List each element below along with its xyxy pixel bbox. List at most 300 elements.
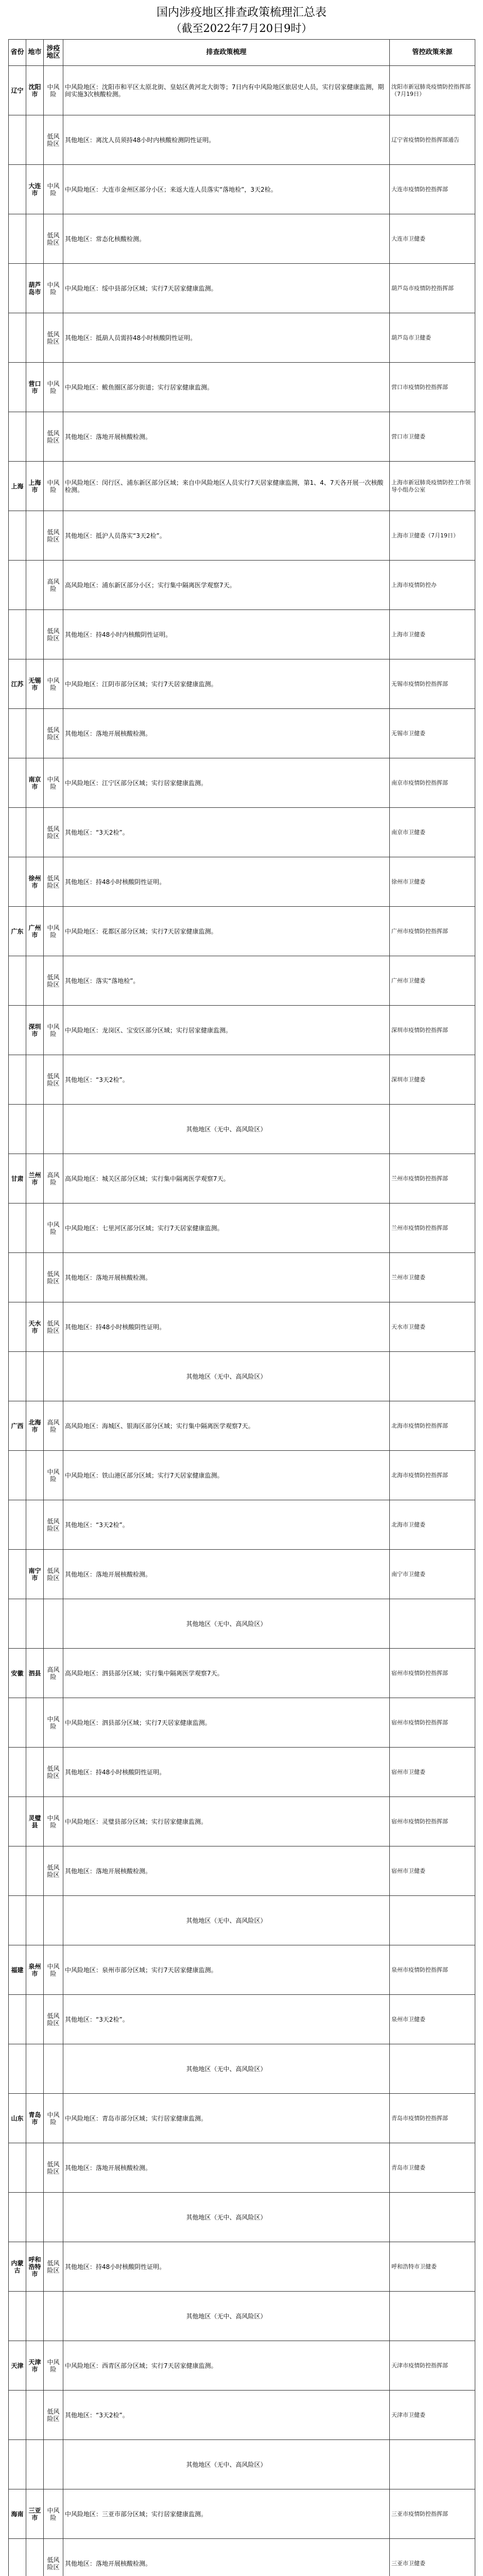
city-cell: 南京市 — [26, 758, 44, 808]
source-cell: 徐州市卫健委 — [390, 857, 475, 907]
city-cell: 深圳市 — [26, 1006, 44, 1055]
source-cell — [390, 2193, 475, 2242]
policy-cell: 其他地区（无中、高风险区） — [63, 2440, 390, 2489]
city-cell — [26, 2292, 44, 2341]
area-cell: 高风险 — [44, 1649, 63, 1698]
area-cell: 低风险区 — [44, 1846, 63, 1896]
city-cell: 泉州市 — [26, 1945, 44, 1995]
source-cell: 沈阳市新冠肺炎疫情防控指挥部（7月19日） — [390, 66, 475, 115]
source-cell: 无锡市疫情防控指挥部 — [390, 659, 475, 709]
area-cell: 低风险区 — [44, 1302, 63, 1352]
province-cell — [9, 1995, 26, 2044]
source-cell: 兰州市疫情防控指挥部 — [390, 1154, 475, 1204]
area-cell — [44, 2440, 63, 2489]
area-cell: 中风险 — [44, 1204, 63, 1253]
table-row — [9, 1698, 475, 1748]
table-body — [9, 66, 475, 2576]
table-row — [9, 659, 475, 709]
policy-cell: 其他地区（无中、高风险区） — [63, 1599, 390, 1649]
area-cell — [44, 1896, 63, 1945]
province-cell — [9, 1748, 26, 1797]
source-cell: 营口市疫情防控指挥部 — [390, 363, 475, 412]
province-cell — [9, 313, 26, 363]
city-cell — [26, 1698, 44, 1748]
province-cell — [9, 610, 26, 659]
table-row — [9, 66, 475, 115]
policy-cell: 中风险地区：大连市金州区部分小区；来返大连人员落实“落地检”，3天2检。 — [63, 165, 390, 214]
policy-cell: 其他地区：落地开展核酸检测。 — [63, 1846, 390, 1896]
table-row — [9, 2193, 475, 2242]
policy-cell: 中风险地区：青岛市部分区域；实行居家健康监测。 — [63, 2094, 390, 2143]
city-cell: 葫芦岛市 — [26, 264, 44, 313]
header-source: 管控政策来源 — [390, 40, 475, 66]
province-cell — [9, 1550, 26, 1599]
city-cell: 广州市 — [26, 907, 44, 956]
source-cell: 上海市卫健委（7月19日） — [390, 511, 475, 561]
area-cell: 低风险区 — [44, 857, 63, 907]
policy-cell: 其他地区（无中、高风险区） — [63, 2292, 390, 2341]
city-cell: 无锡市 — [26, 659, 44, 709]
policy-cell: 其他地区：“3天2检”。 — [63, 1055, 390, 1105]
table-row — [9, 561, 475, 610]
source-cell: 南京市卫健委 — [390, 808, 475, 857]
table-row — [9, 511, 475, 561]
header-province: 省份 — [9, 40, 26, 66]
policy-cell: 其他地区：持48小时核酸阴性证明。 — [63, 857, 390, 907]
city-cell: 北海市 — [26, 1401, 44, 1451]
page-subtitle: （截至2022年7月20日9时） — [170, 22, 313, 35]
source-cell: 天津市卫健委 — [390, 2391, 475, 2440]
source-cell: 泉州市疫情防控指挥部 — [390, 1945, 475, 1995]
area-cell — [44, 2044, 63, 2094]
table-row — [9, 115, 475, 165]
table-row — [9, 2539, 475, 2576]
area-cell: 中风险 — [44, 2341, 63, 2391]
city-cell — [26, 1352, 44, 1401]
province-cell — [9, 165, 26, 214]
table-row — [9, 1352, 475, 1401]
city-cell — [26, 808, 44, 857]
province-cell — [9, 857, 26, 907]
policy-cell: 其他地区：落实“落地检”。 — [63, 956, 390, 1006]
table-row — [9, 2489, 475, 2539]
area-cell: 低风险区 — [44, 956, 63, 1006]
area-cell: 中风险 — [44, 659, 63, 709]
source-cell: 泉州市卫健委 — [390, 1995, 475, 2044]
province-cell — [9, 511, 26, 561]
source-cell: 青岛市疫情防控指挥部 — [390, 2094, 475, 2143]
table-row — [9, 610, 475, 659]
province-cell — [9, 808, 26, 857]
source-cell: 上海市卫健委 — [390, 610, 475, 659]
city-cell — [26, 709, 44, 758]
header-policy: 排查政策梳理 — [63, 40, 390, 66]
header-area: 涉疫地区 — [44, 40, 63, 66]
table-row — [9, 264, 475, 313]
source-cell — [390, 2440, 475, 2489]
area-cell: 高风险 — [44, 561, 63, 610]
source-cell — [390, 1105, 475, 1154]
city-cell — [26, 1105, 44, 1154]
area-cell — [44, 2292, 63, 2341]
policy-cell: 其他地区：“3天2检”。 — [63, 808, 390, 857]
province-cell: 广东 — [9, 907, 26, 956]
city-cell: 三亚市 — [26, 2489, 44, 2539]
city-cell — [26, 2440, 44, 2489]
policy-cell: 中风险地区：鲅鱼圈区部分街道；实行居家健康监测。 — [63, 363, 390, 412]
area-cell — [44, 1599, 63, 1649]
city-cell: 上海市 — [26, 462, 44, 511]
area-cell: 中风险 — [44, 2094, 63, 2143]
area-cell: 中风险 — [44, 462, 63, 511]
table-header-row — [9, 40, 475, 66]
area-cell: 高风险 — [44, 1401, 63, 1451]
province-cell — [9, 1451, 26, 1500]
province-cell — [9, 1599, 26, 1649]
area-cell — [44, 1105, 63, 1154]
area-cell: 低风险区 — [44, 1253, 63, 1302]
province-cell — [9, 1797, 26, 1846]
area-cell: 低风险区 — [44, 1500, 63, 1550]
area-cell: 中风险 — [44, 66, 63, 115]
policy-cell: 其他地区：落地开展核酸检测。 — [63, 709, 390, 758]
header-city: 地市 — [26, 40, 44, 66]
area-cell: 低风险区 — [44, 115, 63, 165]
city-cell — [26, 610, 44, 659]
area-cell: 低风险区 — [44, 2242, 63, 2292]
source-cell: 宿州市疫情防控指挥部 — [390, 1698, 475, 1748]
area-cell: 中风险 — [44, 264, 63, 313]
policy-cell: 其他地区：落地开展核酸检测。 — [63, 1550, 390, 1599]
source-cell: 三亚市卫健委 — [390, 2539, 475, 2576]
policy-cell: 中风险地区：灵璧县部分区域；实行居家健康监测。 — [63, 1797, 390, 1846]
table-row — [9, 857, 475, 907]
area-cell — [44, 1352, 63, 1401]
province-cell — [9, 1105, 26, 1154]
area-cell: 低风险区 — [44, 1995, 63, 2044]
province-cell — [9, 2440, 26, 2489]
source-cell: 上海市疫情防控办 — [390, 561, 475, 610]
city-cell: 青岛市 — [26, 2094, 44, 2143]
table-row — [9, 907, 475, 956]
table-row — [9, 1154, 475, 1204]
source-cell: 天津市疫情防控指挥部 — [390, 2341, 475, 2391]
policy-cell: 中风险地区：绥中县部分区域；实行7天居家健康监测。 — [63, 264, 390, 313]
policy-cell: 其他地区（无中、高风险区） — [63, 1896, 390, 1945]
source-cell: 呼和浩特市卫健委 — [390, 2242, 475, 2292]
table-row — [9, 1945, 475, 1995]
policy-cell: 其他地区：“3天2检”。 — [63, 2391, 390, 2440]
table-row — [9, 1253, 475, 1302]
city-cell — [26, 2539, 44, 2576]
source-cell: 葫芦岛市卫健委 — [390, 313, 475, 363]
table-row — [9, 2440, 475, 2489]
area-cell: 中风险 — [44, 758, 63, 808]
table-row — [9, 2044, 475, 2094]
policy-cell: 其他地区：“3天2检”。 — [63, 1995, 390, 2044]
policy-cell: 其他地区（无中、高风险区） — [63, 1105, 390, 1154]
province-cell: 甘肃 — [9, 1154, 26, 1204]
table-row — [9, 1649, 475, 1698]
policy-cell: 其他地区（无中、高风险区） — [63, 1352, 390, 1401]
table-row — [9, 1055, 475, 1105]
city-cell — [26, 1748, 44, 1797]
area-cell: 低风险区 — [44, 709, 63, 758]
policy-cell: 高风险地区：浦东新区部分小区；实行集中隔离医学观察7天。 — [63, 561, 390, 610]
city-cell — [26, 956, 44, 1006]
province-cell — [9, 2292, 26, 2341]
source-cell: 北海市疫情防控指挥部 — [390, 1401, 475, 1451]
area-cell: 中风险 — [44, 1006, 63, 1055]
province-cell — [9, 1055, 26, 1105]
policy-cell: 中风险地区：龙岗区、宝安区部分区域；实行居家健康监测。 — [63, 1006, 390, 1055]
policy-cell: 中风险地区：花都区部分区域；实行7天居家健康监测。 — [63, 907, 390, 956]
area-cell: 中风险 — [44, 363, 63, 412]
province-cell — [9, 956, 26, 1006]
city-cell — [26, 561, 44, 610]
table-row — [9, 1995, 475, 2044]
table-row — [9, 1006, 475, 1055]
source-cell: 深圳市卫健委 — [390, 1055, 475, 1105]
source-cell: 大连市疫情防控指挥部 — [390, 165, 475, 214]
area-cell: 低风险区 — [44, 313, 63, 363]
source-cell: 广州市卫健委 — [390, 956, 475, 1006]
policy-cell: 其他地区：落地开展核酸检测。 — [63, 2143, 390, 2193]
province-cell — [9, 363, 26, 412]
province-cell — [9, 214, 26, 264]
table-row — [9, 462, 475, 511]
province-cell — [9, 2539, 26, 2576]
city-cell — [26, 1253, 44, 1302]
source-cell: 大连市卫健委 — [390, 214, 475, 264]
policy-cell: 其他地区：持48小时核酸阴性证明。 — [63, 1748, 390, 1797]
table-row — [9, 2341, 475, 2391]
province-cell: 海南 — [9, 2489, 26, 2539]
area-cell: 高风险 — [44, 1154, 63, 1204]
table-row — [9, 1302, 475, 1352]
province-cell — [9, 1896, 26, 1945]
city-cell: 营口市 — [26, 363, 44, 412]
table-row — [9, 1401, 475, 1451]
area-cell: 中风险 — [44, 1797, 63, 1846]
policy-cell: 中风险地区：泗县部分区域；实行7天居家健康监测。 — [63, 1698, 390, 1748]
city-cell — [26, 2391, 44, 2440]
policy-cell: 高风险地区：泗县部分区域；实行集中隔离医学观察7天。 — [63, 1649, 390, 1698]
policy-cell: 高风险地区：海城区、银海区部分区域；实行集中隔离医学观察7天。 — [63, 1401, 390, 1451]
policy-cell: 其他地区：落地开展核酸检测。 — [63, 1253, 390, 1302]
table-row — [9, 313, 475, 363]
table-row — [9, 758, 475, 808]
province-cell — [9, 1698, 26, 1748]
source-cell: 南京市疫情防控指挥部 — [390, 758, 475, 808]
policy-cell: 中风险地区：泉州市部分区域；实行7天居家健康监测。 — [63, 1945, 390, 1995]
policy-cell: 中风险地区：沈阳市和平区太原北街、皇姑区黄河北大街等；7日内有中风险地区旅居史人员，实行居家健康监测，期间实施3次核酸检测。 — [63, 66, 390, 115]
province-cell: 辽宁 — [9, 66, 26, 115]
page-title: 国内涉疫地区排查政策梳理汇总表 — [156, 6, 326, 19]
city-cell — [26, 1204, 44, 1253]
province-cell — [9, 1302, 26, 1352]
source-cell: 天水市卫健委 — [390, 1302, 475, 1352]
policy-cell: 中风险地区：三亚市部分区域；实行居家健康监测。 — [63, 2489, 390, 2539]
table-row — [9, 1204, 475, 1253]
province-cell: 山东 — [9, 2094, 26, 2143]
city-cell — [26, 511, 44, 561]
source-cell: 兰州市疫情防控指挥部 — [390, 1204, 475, 1253]
province-cell: 上海 — [9, 462, 26, 511]
city-cell: 灵璧县 — [26, 1797, 44, 1846]
source-cell: 三亚市疫情防控指挥部 — [390, 2489, 475, 2539]
table-row — [9, 1797, 475, 1846]
policy-cell: 其他地区（无中、高风险区） — [63, 2193, 390, 2242]
city-cell: 南宁市 — [26, 1550, 44, 1599]
area-cell: 中风险 — [44, 1451, 63, 1500]
city-cell — [26, 412, 44, 462]
province-cell — [9, 2391, 26, 2440]
city-cell — [26, 1055, 44, 1105]
table-row — [9, 1846, 475, 1896]
source-cell: 北海市疫情防控指挥部 — [390, 1451, 475, 1500]
table-row — [9, 2094, 475, 2143]
source-cell: 青岛市卫健委 — [390, 2143, 475, 2193]
source-cell — [390, 1352, 475, 1401]
area-cell: 低风险区 — [44, 2539, 63, 2576]
city-cell — [26, 1995, 44, 2044]
table-row — [9, 1451, 475, 1500]
policy-table — [8, 39, 475, 2576]
city-cell — [26, 313, 44, 363]
area-cell: 低风险区 — [44, 1550, 63, 1599]
policy-cell: 其他地区：抵葫人员需持48小时核酸阴性证明。 — [63, 313, 390, 363]
province-cell — [9, 1204, 26, 1253]
province-cell: 福建 — [9, 1945, 26, 1995]
city-cell — [26, 1500, 44, 1550]
policy-cell: 其他地区：常态化核酸检测。 — [63, 214, 390, 264]
policy-cell: 中风险地区：西青区部分区域；实行7天居家健康监测。 — [63, 2341, 390, 2391]
area-cell: 中风险 — [44, 907, 63, 956]
source-cell — [390, 1599, 475, 1649]
city-cell: 天水市 — [26, 1302, 44, 1352]
city-cell — [26, 2044, 44, 2094]
province-cell: 安徽 — [9, 1649, 26, 1698]
province-cell: 广西 — [9, 1401, 26, 1451]
source-cell: 南宁市卫健委 — [390, 1550, 475, 1599]
city-cell: 大连市 — [26, 165, 44, 214]
source-cell: 广州市疫情防控指挥部 — [390, 907, 475, 956]
table-row — [9, 1105, 475, 1154]
city-cell: 兰州市 — [26, 1154, 44, 1204]
city-cell — [26, 1599, 44, 1649]
province-cell — [9, 561, 26, 610]
table-row — [9, 709, 475, 758]
policy-cell: 其他地区：持48小时内核酸阴性证明。 — [63, 610, 390, 659]
area-cell: 低风险区 — [44, 1055, 63, 1105]
province-cell — [9, 264, 26, 313]
table-row — [9, 363, 475, 412]
area-cell: 中风险 — [44, 1698, 63, 1748]
area-cell: 低风险区 — [44, 412, 63, 462]
area-cell: 低风险区 — [44, 214, 63, 264]
source-cell: 宿州市卫健委 — [390, 1748, 475, 1797]
source-cell — [390, 2292, 475, 2341]
area-cell: 中风险 — [44, 2489, 63, 2539]
province-cell: 天津 — [9, 2341, 26, 2391]
source-cell — [390, 2044, 475, 2094]
policy-cell: 中风险地区：江阴市部分区域；实行7天居家健康监测。 — [63, 659, 390, 709]
province-cell: 江苏 — [9, 659, 26, 709]
table-row — [9, 1550, 475, 1599]
policy-cell: 其他地区：抵沪人员落实“3天2检”。 — [63, 511, 390, 561]
area-cell — [44, 2193, 63, 2242]
province-cell — [9, 758, 26, 808]
policy-cell: 中风险地区：铁山港区部分区域；实行7天居家健康监测。 — [63, 1451, 390, 1500]
city-cell — [26, 214, 44, 264]
source-cell: 营口市卫健委 — [390, 412, 475, 462]
city-cell — [26, 1896, 44, 1945]
area-cell: 低风险区 — [44, 2391, 63, 2440]
policy-cell: 其他地区：落地开展核酸检测。 — [63, 412, 390, 462]
province-cell — [9, 2143, 26, 2193]
city-cell: 沈阳市 — [26, 66, 44, 115]
province-cell — [9, 2193, 26, 2242]
area-cell: 低风险区 — [44, 1748, 63, 1797]
policy-cell: 其他地区：离沈人员须持48小时内核酸检测阴性证明。 — [63, 115, 390, 165]
city-cell — [26, 2193, 44, 2242]
policy-cell: 其他地区（无中、高风险区） — [63, 2044, 390, 2094]
table-row — [9, 165, 475, 214]
area-cell: 低风险区 — [44, 808, 63, 857]
province-cell — [9, 1846, 26, 1896]
source-cell: 北海市卫健委 — [390, 1500, 475, 1550]
source-cell: 宿州市疫情防控指挥部 — [390, 1797, 475, 1846]
table-row — [9, 412, 475, 462]
table-row — [9, 1748, 475, 1797]
table-row — [9, 808, 475, 857]
area-cell: 中风险 — [44, 165, 63, 214]
province-cell — [9, 2044, 26, 2094]
area-cell: 中风险 — [44, 1945, 63, 1995]
policy-cell: 其他地区：落地开展核酸检测。 — [63, 2539, 390, 2576]
source-cell: 无锡市卫健委 — [390, 709, 475, 758]
province-cell — [9, 709, 26, 758]
source-cell: 辽宁省疫情防控指挥部通告 — [390, 115, 475, 165]
city-cell — [26, 1846, 44, 1896]
policy-cell: 其他地区：“3天2检”。 — [63, 1500, 390, 1550]
policy-cell: 中风险地区：闵行区、浦东新区部分区域；来自中风险地区人员实行7天居家健康监测，第1、4、7天各开展一次核酸检测。 — [63, 462, 390, 511]
table-row — [9, 1896, 475, 1945]
policy-cell: 其他地区：持48小时核酸阴性证明。 — [63, 1302, 390, 1352]
table-row — [9, 1500, 475, 1550]
policy-cell: 中风险地区：七里河区部分区域；实行7天居家健康监测。 — [63, 1204, 390, 1253]
source-cell: 上海市新冠肺炎疫情防控工作领导小组办公室 — [390, 462, 475, 511]
city-cell — [26, 1451, 44, 1500]
province-cell — [9, 412, 26, 462]
policy-cell: 其他地区：持48小时核酸阴性证明。 — [63, 2242, 390, 2292]
province-cell — [9, 1006, 26, 1055]
source-cell: 兰州市卫健委 — [390, 1253, 475, 1302]
policy-cell: 中风险地区：江宁区部分区域；实行居家健康监测。 — [63, 758, 390, 808]
province-cell — [9, 1500, 26, 1550]
area-cell: 低风险区 — [44, 610, 63, 659]
source-cell — [390, 1896, 475, 1945]
policy-cell: 高风险地区：城关区部分区域；实行集中隔离医学观察7天。 — [63, 1154, 390, 1204]
province-cell — [9, 115, 26, 165]
table-row — [9, 1599, 475, 1649]
table-row — [9, 956, 475, 1006]
city-cell — [26, 2143, 44, 2193]
table-row — [9, 214, 475, 264]
table-row — [9, 2143, 475, 2193]
city-cell: 呼和浩特市 — [26, 2242, 44, 2292]
